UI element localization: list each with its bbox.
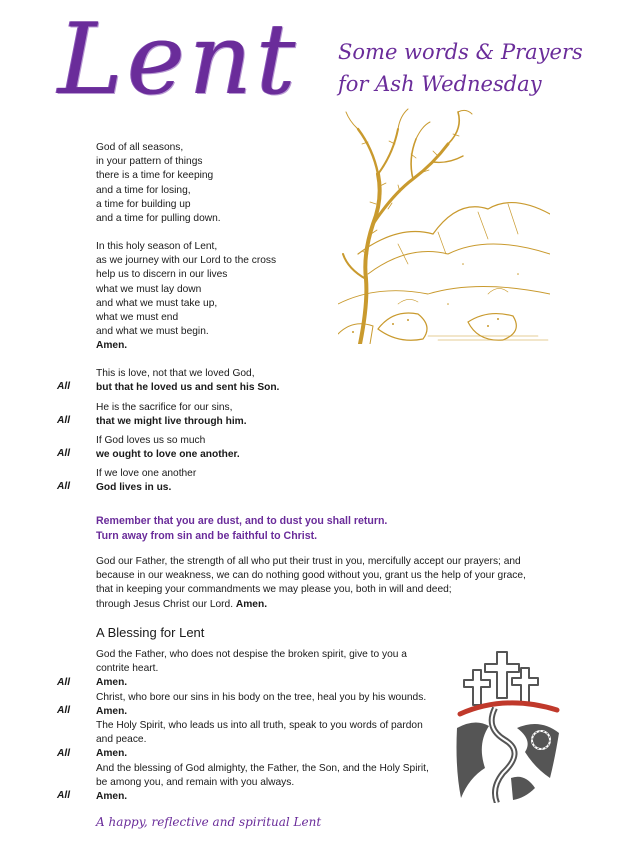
amen: Amen. bbox=[96, 705, 128, 717]
amen: Amen. bbox=[96, 791, 128, 803]
blessing-line: God the Father, who does not despise the broken spirit, give to you a bbox=[96, 649, 407, 660]
collect-prayer bbox=[96, 555, 526, 612]
all-label: All bbox=[57, 705, 71, 716]
desert-tree-illustration bbox=[338, 104, 550, 344]
prayer-line: and what we must begin. bbox=[96, 326, 209, 338]
all-label: All bbox=[57, 415, 71, 426]
responsory-3 bbox=[96, 434, 240, 462]
opening-prayer-stanza-1 bbox=[96, 141, 221, 226]
collect-line bbox=[96, 598, 526, 612]
collect-line: God our Father, the strength of all who put their trust in you, mercifully accept our prayers; and bbox=[96, 556, 521, 567]
leader-line: If God loves us so much bbox=[96, 435, 206, 446]
responsory-2 bbox=[96, 401, 247, 429]
collect-line: because in our weakness, we can do nothing good without you, grant us the help of your grace, bbox=[96, 570, 526, 582]
amen: Amen. bbox=[235, 598, 268, 610]
prayer-line: God of all seasons, bbox=[96, 142, 184, 153]
prayer-line: and a time for losing, bbox=[96, 184, 191, 196]
imposition-line: Turn away from sin and be faithful to Christ. bbox=[96, 530, 318, 542]
page-title: Lent bbox=[58, 3, 300, 117]
leader-line: If we love one another bbox=[96, 468, 197, 479]
opening-prayer-stanza-2 bbox=[96, 240, 276, 354]
response-line: God lives in us. bbox=[96, 482, 172, 494]
blessing-line: and peace. bbox=[96, 734, 147, 746]
prayer-line: as we journey with our Lord to the cross bbox=[96, 255, 277, 267]
prayer-line: in your pattern of things bbox=[96, 156, 203, 168]
all-label: All bbox=[57, 448, 71, 459]
blessing-line: contrite heart. bbox=[96, 663, 159, 675]
leader-line: This is love, not that we loved God, bbox=[96, 368, 255, 379]
subtitle bbox=[338, 36, 608, 100]
blessing-line: The Holy Spirit, who leads us into all truth, speak to you words of pardon bbox=[96, 720, 423, 732]
all-label: All bbox=[57, 381, 71, 392]
prayer-line: there is a time for keeping bbox=[96, 170, 214, 182]
collect-line: that in keeping your commandments we may please you, both in will and deed; bbox=[96, 584, 452, 596]
subtitle-line-1: Some words & Prayers bbox=[338, 40, 583, 64]
imposition-words bbox=[96, 514, 387, 544]
prayer-line: and a time for pulling down. bbox=[96, 213, 221, 225]
collect-ending: through Jesus Christ our Lord. bbox=[96, 598, 234, 610]
blessing-text bbox=[96, 648, 429, 804]
blessing-line: be among you, and remain with you always. bbox=[96, 776, 295, 788]
response-line: we ought to love one another. bbox=[96, 449, 240, 461]
blessing-line: Christ, who bore our sins in his body on the tree, heal you by his wounds. bbox=[96, 691, 427, 703]
responsory-4 bbox=[96, 467, 196, 495]
responsory-1 bbox=[96, 367, 279, 395]
amen: Amen. bbox=[96, 677, 128, 689]
blessing-heading: A Blessing for Lent bbox=[96, 625, 205, 640]
all-label: All bbox=[57, 748, 71, 759]
prayer-line: what we must end bbox=[96, 312, 179, 324]
subtitle-line-2: for Ash Wednesday bbox=[338, 72, 542, 96]
prayer-line: a time for building up bbox=[96, 198, 191, 210]
leader-line: He is the sacrifice for our sins, bbox=[96, 402, 233, 413]
all-label: All bbox=[57, 677, 71, 688]
response-line: that we might live through him. bbox=[96, 416, 247, 428]
prayer-line: what we must lay down bbox=[96, 283, 202, 295]
all-label: All bbox=[57, 481, 71, 492]
prayer-line: In this holy season of Lent, bbox=[96, 241, 218, 252]
amen: Amen. bbox=[96, 340, 128, 352]
imposition-line: Remember that you are dust, and to dust you shall return. bbox=[96, 515, 388, 527]
prayer-line: and what we must take up, bbox=[96, 297, 218, 309]
prayer-line: help us to discern in our lives bbox=[96, 269, 228, 281]
blessing-line: And the blessing of God almighty, the Father, the Son, and the Holy Spirit, bbox=[96, 762, 429, 774]
amen: Amen. bbox=[96, 748, 128, 760]
response-line: but that he loved us and sent his Son. bbox=[96, 382, 280, 394]
three-crosses-illustration bbox=[455, 648, 563, 803]
all-label: All bbox=[57, 790, 71, 801]
closing-message: A happy, reflective and spiritual Lent bbox=[96, 815, 322, 829]
